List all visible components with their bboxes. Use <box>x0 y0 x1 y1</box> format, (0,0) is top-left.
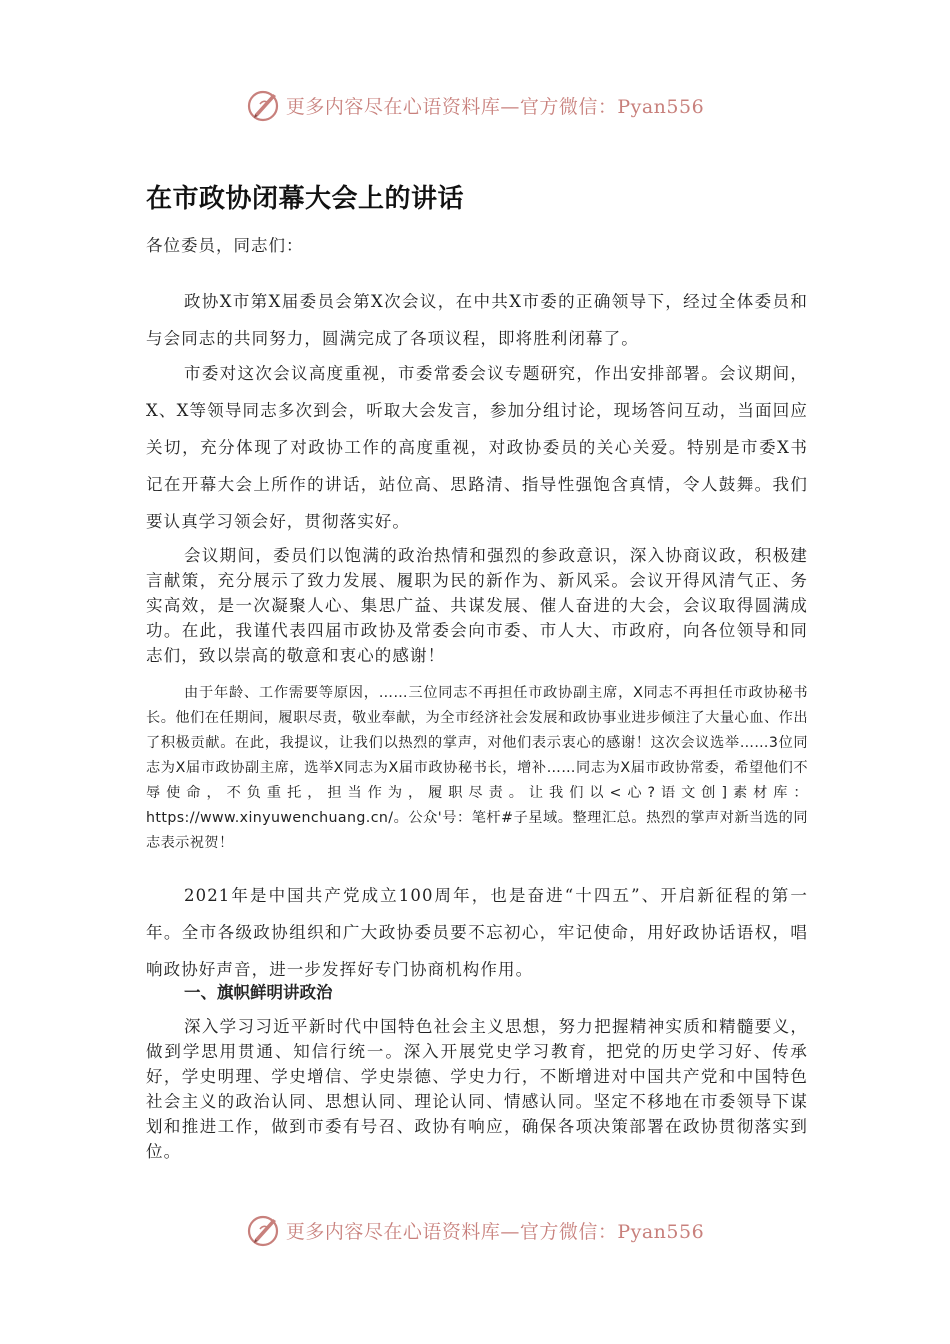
footer-banner <box>0 1208 950 1252</box>
header-banner <box>0 83 950 127</box>
paragraph-5: 2021年是中国共产党成立100周年，也是奋进“十四五”、开启新征程的第一年。全市各级政协组织和广大政协委员要不忘初心，牢记使命，用好政协话语权，唱响政协好声音，进一步发挥好专门协商机构作用。 <box>146 886 808 979</box>
banner-text: 更多内容尽在心语资料库—官方微信：Pyan556 <box>285 1220 705 1243</box>
pen-circle-icon <box>246 1212 282 1248</box>
banner-text: 更多内容尽在心语资料库—官方微信：Pyan556 <box>285 95 705 118</box>
paragraph-3: 会议期间，委员们以饱满的政治热情和强烈的参政意识，深入协商议政，积极建言献策，充分展示了致力发展、履职为民的新作为、新风采。会议开得风清气正、务实高效，是一次凝聚人心、集思广益、共谋发展、催人奋进的大会，会议取得圆满成功。在此，我谨代表四届市政协及常委会向市委、市人大、市政府，向各位领导和同志们，致以崇高的敬意和衷心的感谢！ <box>146 546 808 665</box>
pen-circle-icon <box>246 87 282 123</box>
paragraph-2: 市委对这次会议高度重视，市委常委会议专题研究，作出安排部署。会议期间，X、X等领导同志多次到会，听取大会发言，参加分组讨论，现场答问互动，当面回应关切，充分体现了对政协工作的高度重视，对政协委员的关心关爱。特别是市委X书记在开幕大会上所作的讲话，站位高、思路清、指导性强饱含真情，令人鼓舞。我们要认真学习领会好，贯彻落实好。 <box>146 364 808 531</box>
section-heading-1: 一、旗帜鲜明讲政治 <box>184 983 333 1002</box>
paragraph-4: 由于年龄、工作需要等原因，……三位同志不再担任市政协副主席，X同志不再担任市政协秘书长。他们在任期间，履职尽责，敬业奉献，为全市经济社会发展和政协事业进步倾注了大量心血、作出了积极贡献。在此，我提议，让我们以热烈的掌声，对他们表示衷心的感谢！这次会议选举……3位同志为X届市政协副主席，选举X同志为X届市政协秘书长，增补……同志为X届市政协常委，希望他们不辱使命，不负重托，担当作为，履职尽责。让我们以<心?语文创]素材库：https://www.xinyuwenchuang.cn/。公众'号：笔杆#子星域。整理汇总。热烈的掌声对新当选的同志表示祝贺！ <box>146 685 808 851</box>
paragraph-1: 政协X市第X届委员会第X次会议，在中共X市委的正确领导下，经过全体委员和与会同志的共同努力，圆满完成了各项议程，即将胜利闭幕了。 <box>146 292 808 348</box>
salutation: 各位委员，同志们： <box>146 236 304 255</box>
section-1-paragraph: 深入学习习近平新时代中国特色社会主义思想，努力把握精神实质和精髓要义，做到学思用贯通、知信行统一。深入开展党史学习教育，把党的历史学习好、传承好，学史明理、学史增信、学史崇德、学史力行，不断增进对中国共产党和中国特色社会主义的政治认同、思想认同、理论认同、情感认同。坚定不移地在市委领导下谋划和推进工作，做到市委有号召、政协有响应，确保各项决策部署在政协贯彻落实到位。 <box>146 1017 808 1161</box>
page-title: 在市政协闭幕大会上的讲话 <box>146 184 465 214</box>
